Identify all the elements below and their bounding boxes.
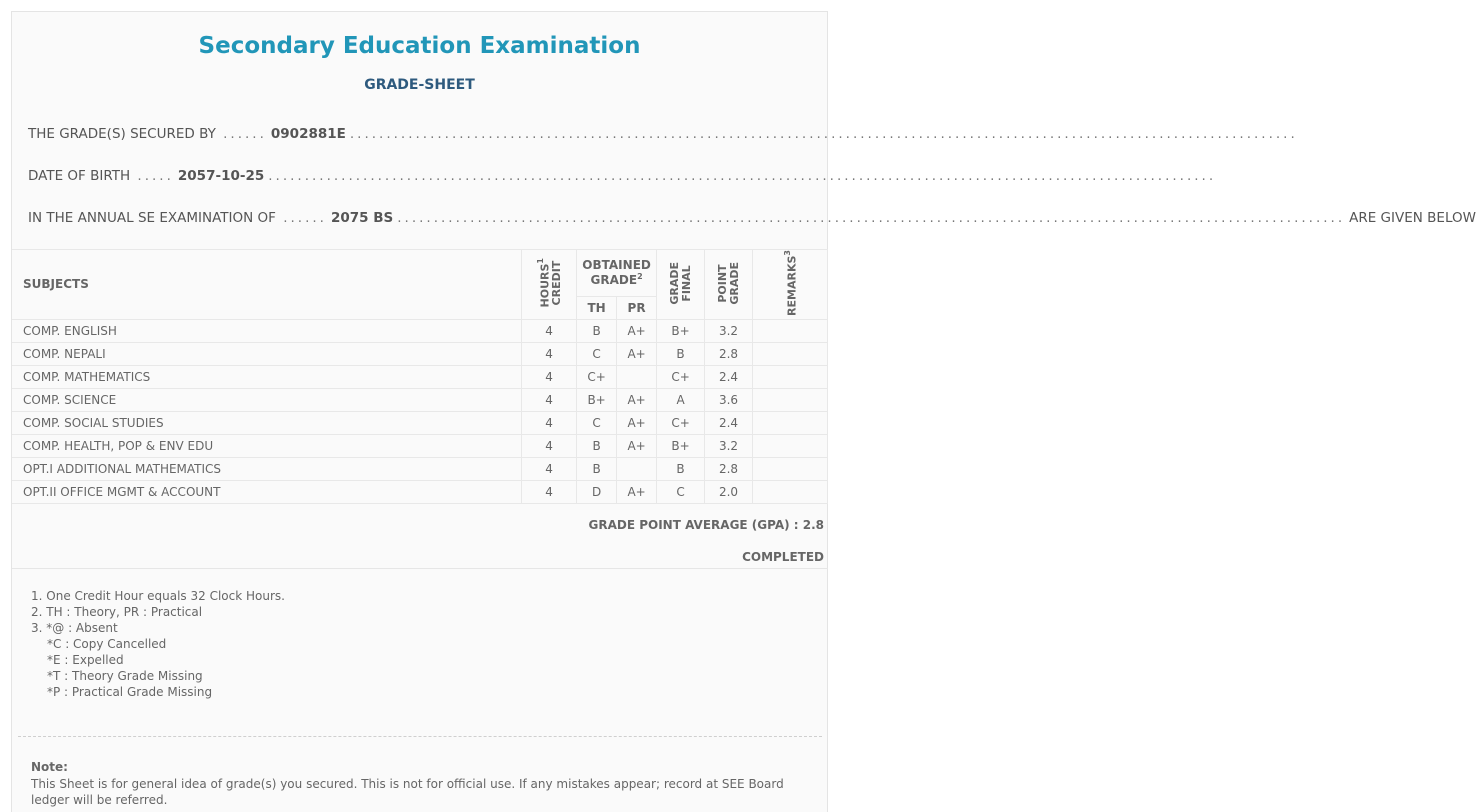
header-th: TH: [577, 296, 617, 319]
table-row: COMP. ENGLISH 4 B A+ B+ 3.2: [12, 319, 828, 342]
page-subtitle: GRADE-SHEET: [364, 77, 475, 93]
table-row: COMP. SCIENCE 4 B+ A+ A 3.6: [12, 388, 828, 411]
dob-label: DATE OF BIRTH: [28, 168, 131, 184]
grades-table: [12, 249, 828, 504]
table-row: COMP. MATHEMATICS 4 C+ C+ 2.4: [12, 365, 828, 388]
table-row: OPT.II OFFICE MGMT & ACCOUNT 4 D A+ C 2.0: [12, 480, 828, 503]
header-final-grade: FINAL GRADE: [657, 250, 705, 320]
info-exam: IN THE ANNUAL SE EXAMINATION OF ...... 2075 BS .................................................................................................................................. ARE GIVEN BELOW: [28, 210, 1476, 226]
legend-item: *T : Theory Grade Missing: [47, 669, 203, 683]
legend-item: *E : Expelled: [47, 653, 124, 667]
page-title: Secondary Education Examination: [198, 33, 641, 59]
result-status: COMPLETED: [742, 550, 824, 564]
exam-label: IN THE ANNUAL SE EXAMINATION OF: [28, 210, 276, 226]
header-pr: PR: [617, 296, 657, 319]
gpa-summary: GRADE POINT AVERAGE (GPA) : 2.8: [588, 518, 824, 532]
legend-item: 1. One Credit Hour equals 32 Clock Hours.: [31, 589, 285, 603]
legend-item: 3. *@ : Absent: [31, 621, 118, 635]
note-text: This Sheet is for general idea of grade(s) you secured. This is not for official use. If any mistakes appear; record at SEE Board ledger will be referred.: [31, 777, 784, 807]
grade-sheet: [11, 11, 1476, 812]
header-grade-point: GRADE POINT: [705, 250, 753, 320]
table-row: COMP. HEALTH, POP & ENV EDU 4 B A+ B+ 3.2: [12, 434, 828, 457]
exam-year: 2075 BS: [330, 210, 394, 226]
header-credit-hours: CREDIT HOURS$^1$: [522, 250, 577, 320]
legend: [31, 588, 285, 700]
header-subjects: SUBJECTS: [12, 250, 522, 320]
info-dob: DATE OF BIRTH ..... 2057-10-25 ..................................................................................................................................: [28, 168, 1217, 184]
table-row: COMP. SOCIAL STUDIES 4 C A+ C+ 2.4: [12, 411, 828, 434]
exam-tail: ARE GIVEN BELOW: [1349, 210, 1476, 226]
divider: [12, 568, 828, 569]
table-row: OPT.I ADDITIONAL MATHEMATICS 4 B B 2.8: [12, 457, 828, 480]
note-heading: Note:: [31, 760, 68, 774]
info-secured-by: THE GRADE(S) SECURED BY ...... 0902881E ..................................................................................................................................: [28, 126, 1298, 142]
legend-item: *C : Copy Cancelled: [47, 637, 167, 651]
table-row: COMP. NEPALI 4 C A+ B 2.8: [12, 342, 828, 365]
dashed-divider: [18, 736, 822, 737]
legend-item: *P : Practical Grade Missing: [47, 685, 213, 699]
header-obtained-grade: OBTAINED GRADE$^2$: [577, 250, 657, 297]
secured-by-label: THE GRADE(S) SECURED BY: [28, 126, 216, 142]
symbol-number: 0902881E: [270, 126, 346, 142]
header-remarks: REMARKS$^3$: [753, 250, 828, 320]
legend-item: 2. TH : Theory, PR : Practical: [31, 605, 203, 619]
dob-value: 2057-10-25: [177, 168, 265, 184]
